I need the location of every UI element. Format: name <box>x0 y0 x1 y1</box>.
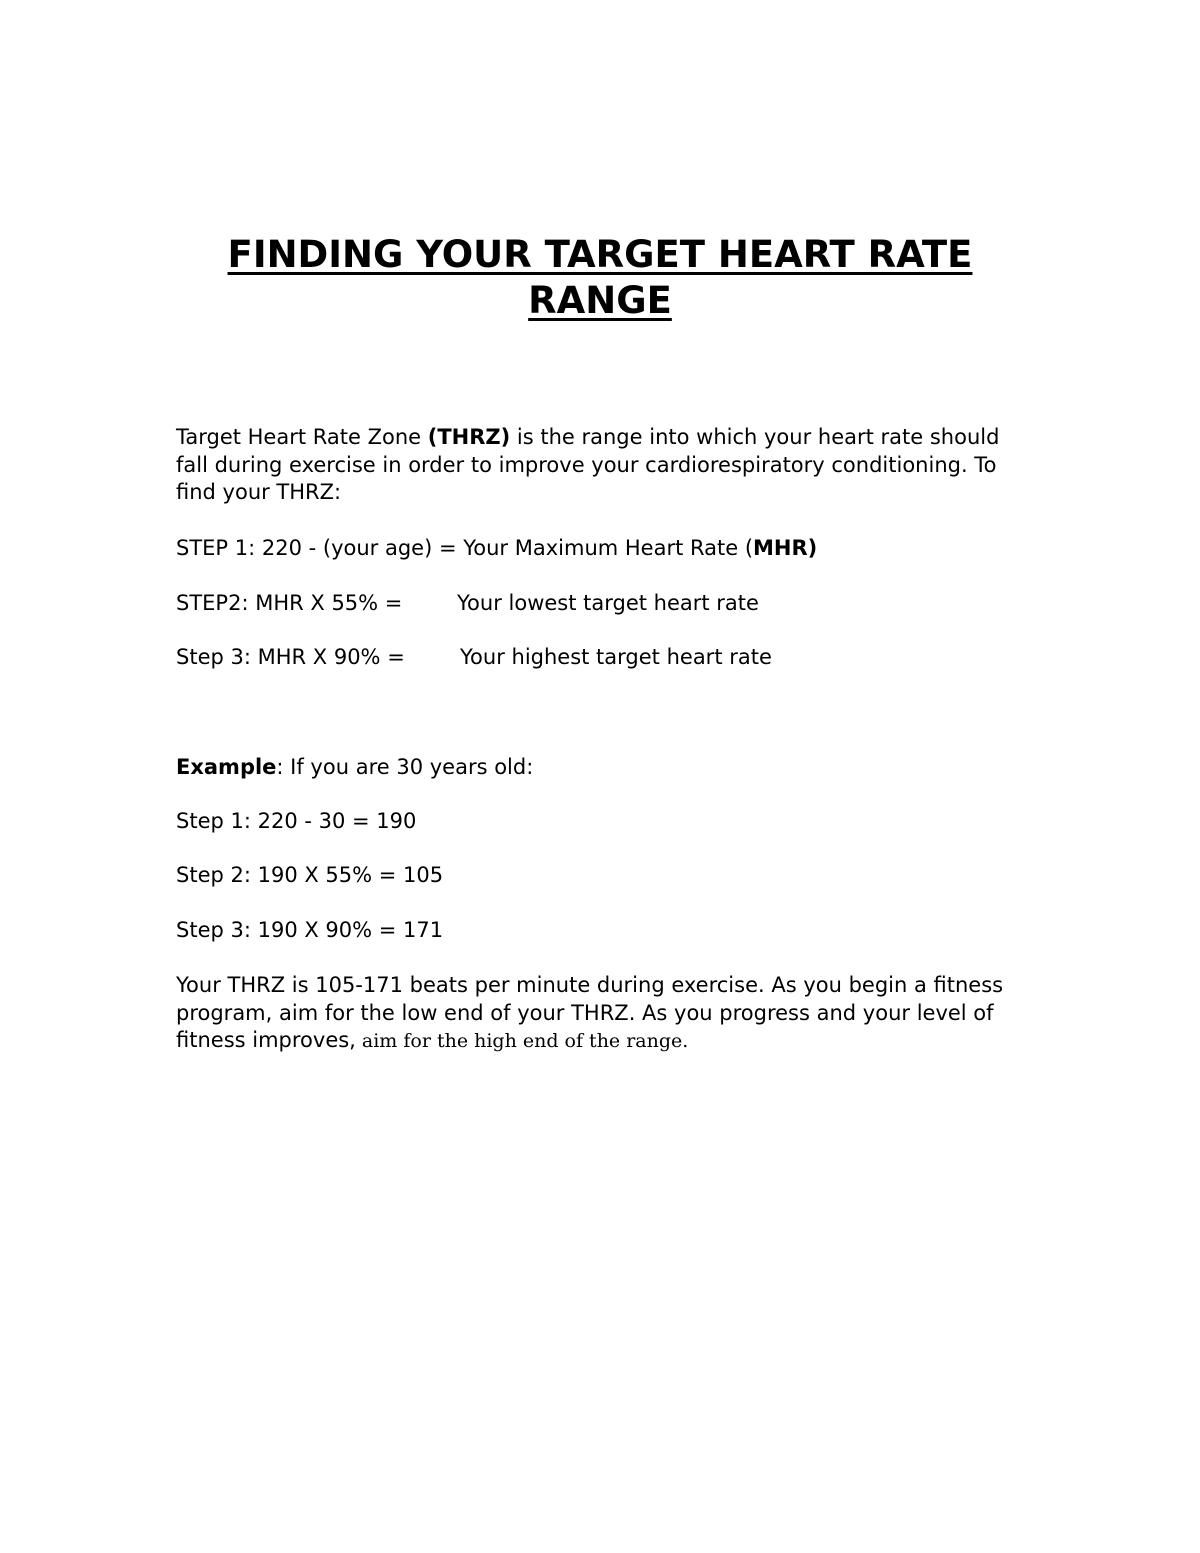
intro-line-2: fall during exercise in order to improve your cardiorespiratory conditioning. To <box>176 452 997 477</box>
title-line-2: RANGE <box>528 279 672 322</box>
intro-paragraph <box>176 424 1036 507</box>
intro-text-start: Target Heart Rate Zone <box>176 425 428 449</box>
thrz-acronym: (THRZ) <box>427 425 511 449</box>
conclusion-paragraph <box>176 972 1036 1056</box>
example-step-3: Step 3: 190 X 90% = 171 <box>176 918 444 942</box>
mhr-acronym: MHR) <box>753 536 818 560</box>
formula-step-1 <box>176 535 817 562</box>
example-label-rest: : If you are 30 years old: <box>276 755 534 779</box>
conclusion-line-3-serif: aim for the high end of the range. <box>355 1030 689 1052</box>
conclusion-line-3 <box>176 1027 1036 1056</box>
conclusion-line-3-sans: fitness improves, <box>176 1028 356 1052</box>
formula-step-2-calc: STEP2: MHR X 55% = <box>176 591 403 615</box>
formula-step-1-text: STEP 1: 220 - (your age) = Your Maximum Heart Rate ( <box>176 536 754 560</box>
intro-line-3: find your THRZ: <box>176 480 342 504</box>
example-step-1: Step 1: 220 - 30 = 190 <box>176 809 417 833</box>
formula-step-3-calc: Step 3: MHR X 90% = <box>176 645 405 669</box>
example-heading <box>176 754 533 781</box>
example-label: Example <box>176 755 277 779</box>
title-line-1: FINDING YOUR TARGET HEART RATE <box>227 233 973 276</box>
intro-text-end: is the range into which your heart rate should <box>510 425 1000 449</box>
formula-step-2-result: Your lowest target heart rate <box>457 591 759 615</box>
conclusion-line-2: program, aim for the low end of your THRZ. As you progress and your level of <box>176 1000 994 1025</box>
intro-line-1 <box>176 424 1036 452</box>
example-step-2: Step 2: 190 X 55% = 105 <box>176 863 444 887</box>
conclusion-line-1: Your THRZ is 105-171 beats per minute during exercise. As you begin a fitness <box>176 973 1004 997</box>
page-title <box>150 232 1050 324</box>
formula-step-3-result: Your highest target heart rate <box>460 645 772 669</box>
